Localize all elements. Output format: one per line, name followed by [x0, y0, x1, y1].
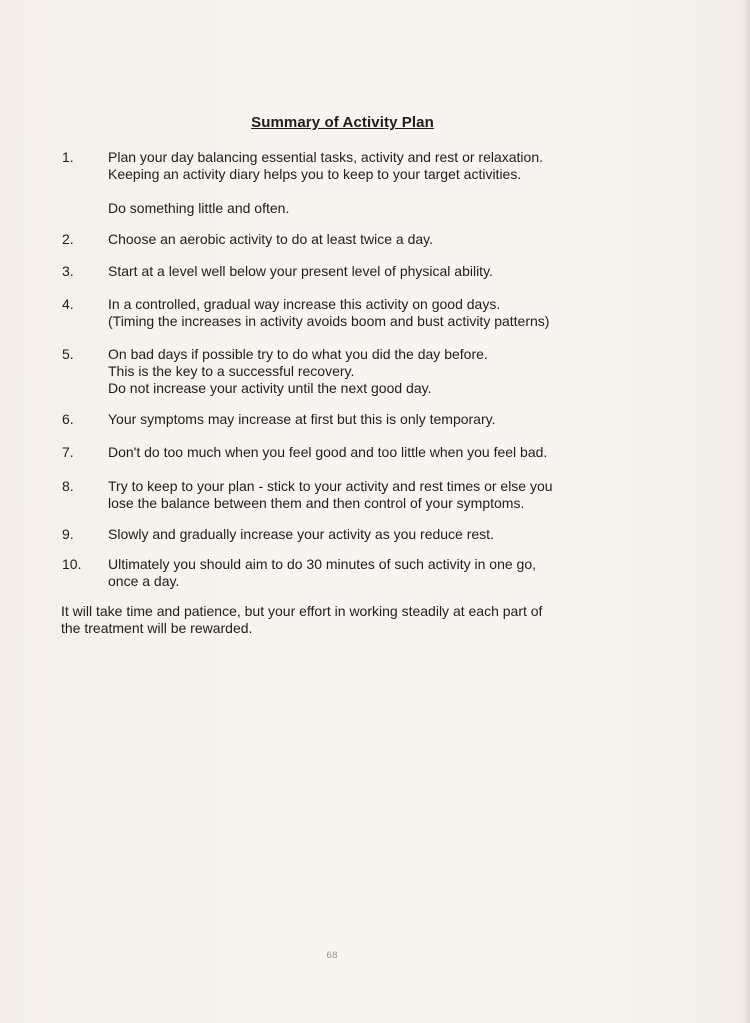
item-line: lose the balance between them and then control of your symptoms. [108, 495, 525, 511]
item-line: Your symptoms may increase at first but this is only temporary. [108, 411, 496, 427]
item-line: This is the key to a successful recovery. [108, 363, 355, 379]
item-text [108, 231, 628, 248]
item-text [108, 478, 628, 512]
item-text [108, 556, 628, 590]
item-text [108, 411, 628, 428]
item-line: Choose an aerobic activity to do at least twice a day. [108, 231, 434, 247]
closing-line: It will take time and patience, but your effort in working steadily at each part of [61, 603, 543, 619]
item-number: 5. [62, 346, 74, 362]
item-line: Slowly and gradually increase your activity as you reduce rest. [108, 526, 494, 542]
item-text [108, 526, 628, 543]
item-line: Plan your day balancing essential tasks, activity and rest or relaxation. [108, 149, 544, 165]
item-number: 7. [62, 444, 74, 460]
item-number: 1. [62, 149, 74, 165]
item-line: Don't do too much when you feel good and too little when you feel bad. [108, 444, 548, 460]
item-number: 2. [62, 231, 74, 247]
item-number: 3. [62, 263, 74, 279]
item-line [108, 183, 628, 200]
item-line: Do something little and often. [108, 200, 290, 216]
item-line: Keeping an activity diary helps you to keep to your target activities. [108, 166, 522, 182]
item-text [108, 149, 628, 217]
item-number: 10. [62, 556, 82, 572]
item-text [108, 346, 628, 397]
item-line: Start at a level well below your present level of physical ability. [108, 263, 493, 279]
item-line: (Timing the increases in activity avoids boom and bust activity patterns) [108, 313, 550, 329]
page-edge-shadow [742, 0, 750, 1023]
document-title: Summary of Activity Plan [251, 114, 434, 131]
item-line: On bad days if possible try to do what you did the day before. [108, 346, 488, 362]
item-number: 8. [62, 478, 74, 494]
item-line: Try to keep to your plan - stick to your activity and rest times or else you [108, 478, 553, 494]
item-line: Ultimately you should aim to do 30 minutes of such activity in one go, [108, 556, 536, 572]
item-text [108, 263, 628, 280]
item-number: 6. [62, 411, 74, 427]
page-number: 68 [326, 951, 338, 961]
item-text [108, 444, 628, 461]
item-line: once a day. [108, 573, 180, 589]
item-number: 9. [62, 526, 74, 542]
item-number: 4. [62, 296, 74, 312]
item-line: Do not increase your activity until the next good day. [108, 380, 432, 396]
item-line: In a controlled, gradual way increase this activity on good days. [108, 296, 501, 312]
closing-line: the treatment will be rewarded. [61, 620, 253, 636]
item-text [108, 296, 628, 330]
closing-paragraph [61, 603, 542, 637]
